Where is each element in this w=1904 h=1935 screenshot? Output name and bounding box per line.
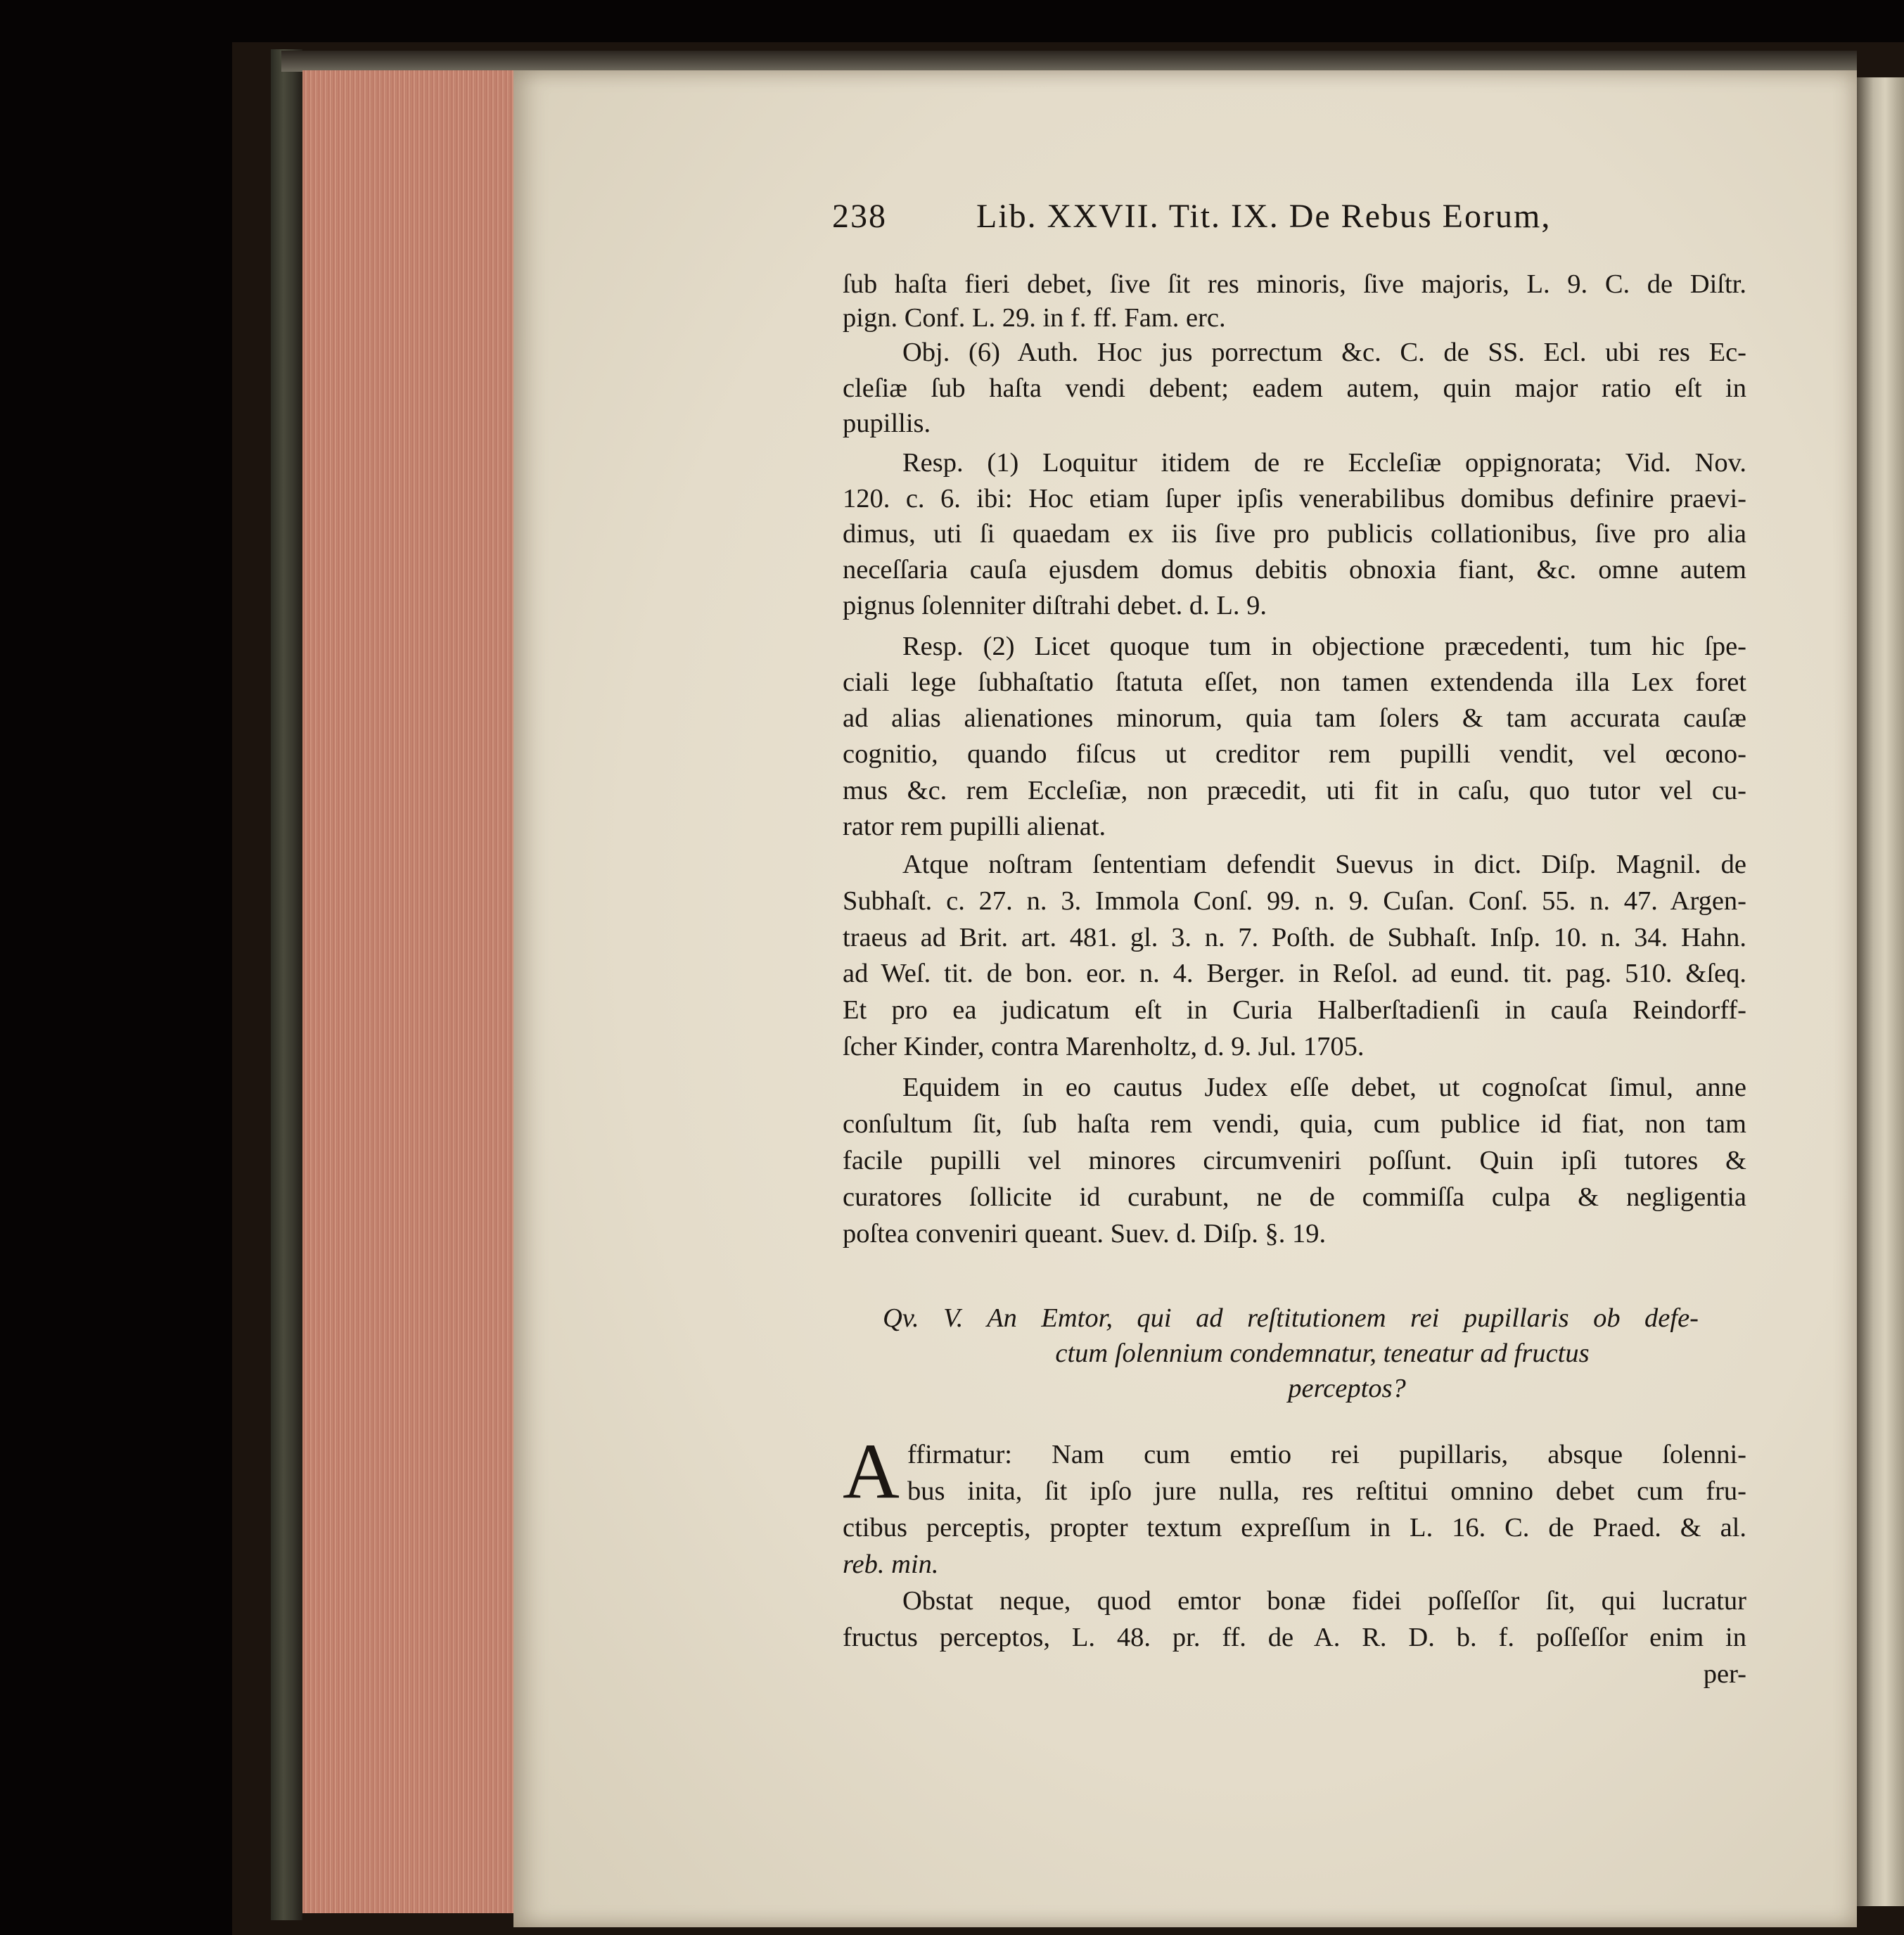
- text-line: Resp. (2) Licet quoque tum in objectione præcedenti, tum hic ſpe-: [902, 632, 1746, 661]
- text-line: Atque noſtram ſententiam defendit Suevus in dict. Diſp. Magnil. de: [902, 850, 1746, 879]
- text-line: ad alias alienationes minorum, quia tam ſolers & tam accurata cauſæ: [843, 703, 1746, 733]
- text-line: ad Weſ. tit. de bon. eor. n. 4. Berger. in Reſol. ad eund. tit. pag. 510. &ſeq.: [843, 959, 1746, 988]
- text-line: conſultum ſit, ſub haſta rem vendi, quia, cum publice id fiat, non tam: [843, 1109, 1746, 1139]
- text-line: ffirmatur: Nam cum emtio rei pupillaris, absque ſolenni-: [907, 1440, 1746, 1469]
- text-line: mus &c. rem Eccleſiæ, non præcedit, uti fit in caſu, quo tutor vel cu-: [843, 776, 1746, 805]
- text-line: cleſiæ ſub haſta vendi debent; eadem autem, quin major ratio eſt in: [843, 373, 1746, 403]
- text-line: poſtea conveniri queant. Suev. d. Diſp. §. 19.: [843, 1219, 1327, 1249]
- question-heading: ctum ſolennium condemnatur, teneatur ad fructus: [1055, 1339, 1590, 1368]
- text-line: Obj. (6) Auth. Hoc jus porrectum &c. C. de SS. Ecl. ubi res Ec-: [902, 338, 1746, 367]
- text-line: dimus, uti ſi quaedam ex iis ſive pro publicis collationibus, ſive pro alia: [843, 519, 1746, 549]
- page-number: 238: [832, 198, 887, 235]
- text-line: Obstat neque, quod emtor bonæ fidei poſſeſſor ſit, qui lucratur: [902, 1586, 1746, 1616]
- page-top-edge: [281, 51, 1857, 72]
- text-line: curatores ſollicite id curabunt, ne de commiſſa culpa & negligentia: [843, 1182, 1746, 1212]
- question-heading: perceptos?: [1288, 1374, 1406, 1403]
- book-spine: [271, 49, 302, 1920]
- text-line: facile pupilli vel minores circumveniri poſſunt. Quin ipſi tutores &: [843, 1146, 1746, 1175]
- page-edges: [302, 70, 516, 1913]
- text-line: fructus perceptos, L. 48. pr. ff. de A. R. D. b. f. poſſeſſor enim in: [843, 1623, 1746, 1652]
- text-line: ciali lege ſubhaſtatio ſtatuta eſſet, non tamen extendenda illa Lex foret: [843, 668, 1746, 697]
- running-header: [832, 197, 1592, 239]
- text-line: Resp. (1) Loquitur itidem de re Eccleſiæ oppignorata; Vid. Nov.: [902, 448, 1746, 478]
- text-line: 120. c. 6. ibi: Hoc etiam ſuper ipſis venerabilibus domibus definire praevi-: [843, 484, 1746, 513]
- running-title: Lib. XXVII. Tit. IX. De Rebus Eorum,: [976, 198, 1552, 235]
- text-line: traeus ad Brit. art. 481. gl. 3. n. 7. Poſth. de Subhaſt. Inſp. 10. n. 34. Hahn.: [843, 923, 1746, 952]
- text-line: ſub haſta fieri debet, ſive ſit res minoris, ſive majoris, L. 9. C. de Diſtr.: [843, 269, 1746, 299]
- text-line: bus inita, ſit ipſo jure nulla, res reſtitui omnino debet cum fru-: [907, 1476, 1746, 1506]
- text-line: pignus ſolenniter diſtrahi debet. d. L. 9.: [843, 591, 1267, 620]
- text-line: Equidem in eo cautus Judex eſſe debet, ut cognoſcat ſimul, anne: [902, 1073, 1746, 1102]
- text-line: ctibus perceptis, propter textum expreſſum in L. 16. C. de Praed. & al.: [843, 1513, 1746, 1543]
- text-line: Subhaſt. c. 27. n. 3. Immola Conſ. 99. n. 9. Cuſan. Conſ. 55. n. 47. Argen-: [843, 886, 1746, 916]
- text-line: rator rem pupilli alienat.: [843, 812, 1106, 841]
- text-line: pign. Conf. L. 29. in f. ff. Fam. erc.: [843, 303, 1226, 333]
- text-line: neceſſaria cauſa ejusdem domus debitis obnoxia fiant, &c. omne autem: [843, 555, 1746, 585]
- text-line: ſcher Kinder, contra Marenholtz, d. 9. Jul. 1705.: [843, 1032, 1365, 1061]
- text-line: cognitio, quando fiſcus ut creditor rem pupilli vendit, vel œcono-: [843, 739, 1746, 769]
- question-heading: Qv. V. An Emtor, qui ad reſtitutionem rei pupillaris ob defe-: [883, 1303, 1699, 1333]
- catchword: per-: [1703, 1659, 1746, 1689]
- drop-cap: A: [843, 1428, 900, 1515]
- text-line: reb. min.: [843, 1550, 939, 1579]
- text-line: Et pro ea judicatum eſt in Curia Halberſtadienſi in cauſa Reindorff-: [843, 995, 1746, 1025]
- next-page-edge: [1857, 77, 1904, 1906]
- text-line: pupillis.: [843, 409, 931, 438]
